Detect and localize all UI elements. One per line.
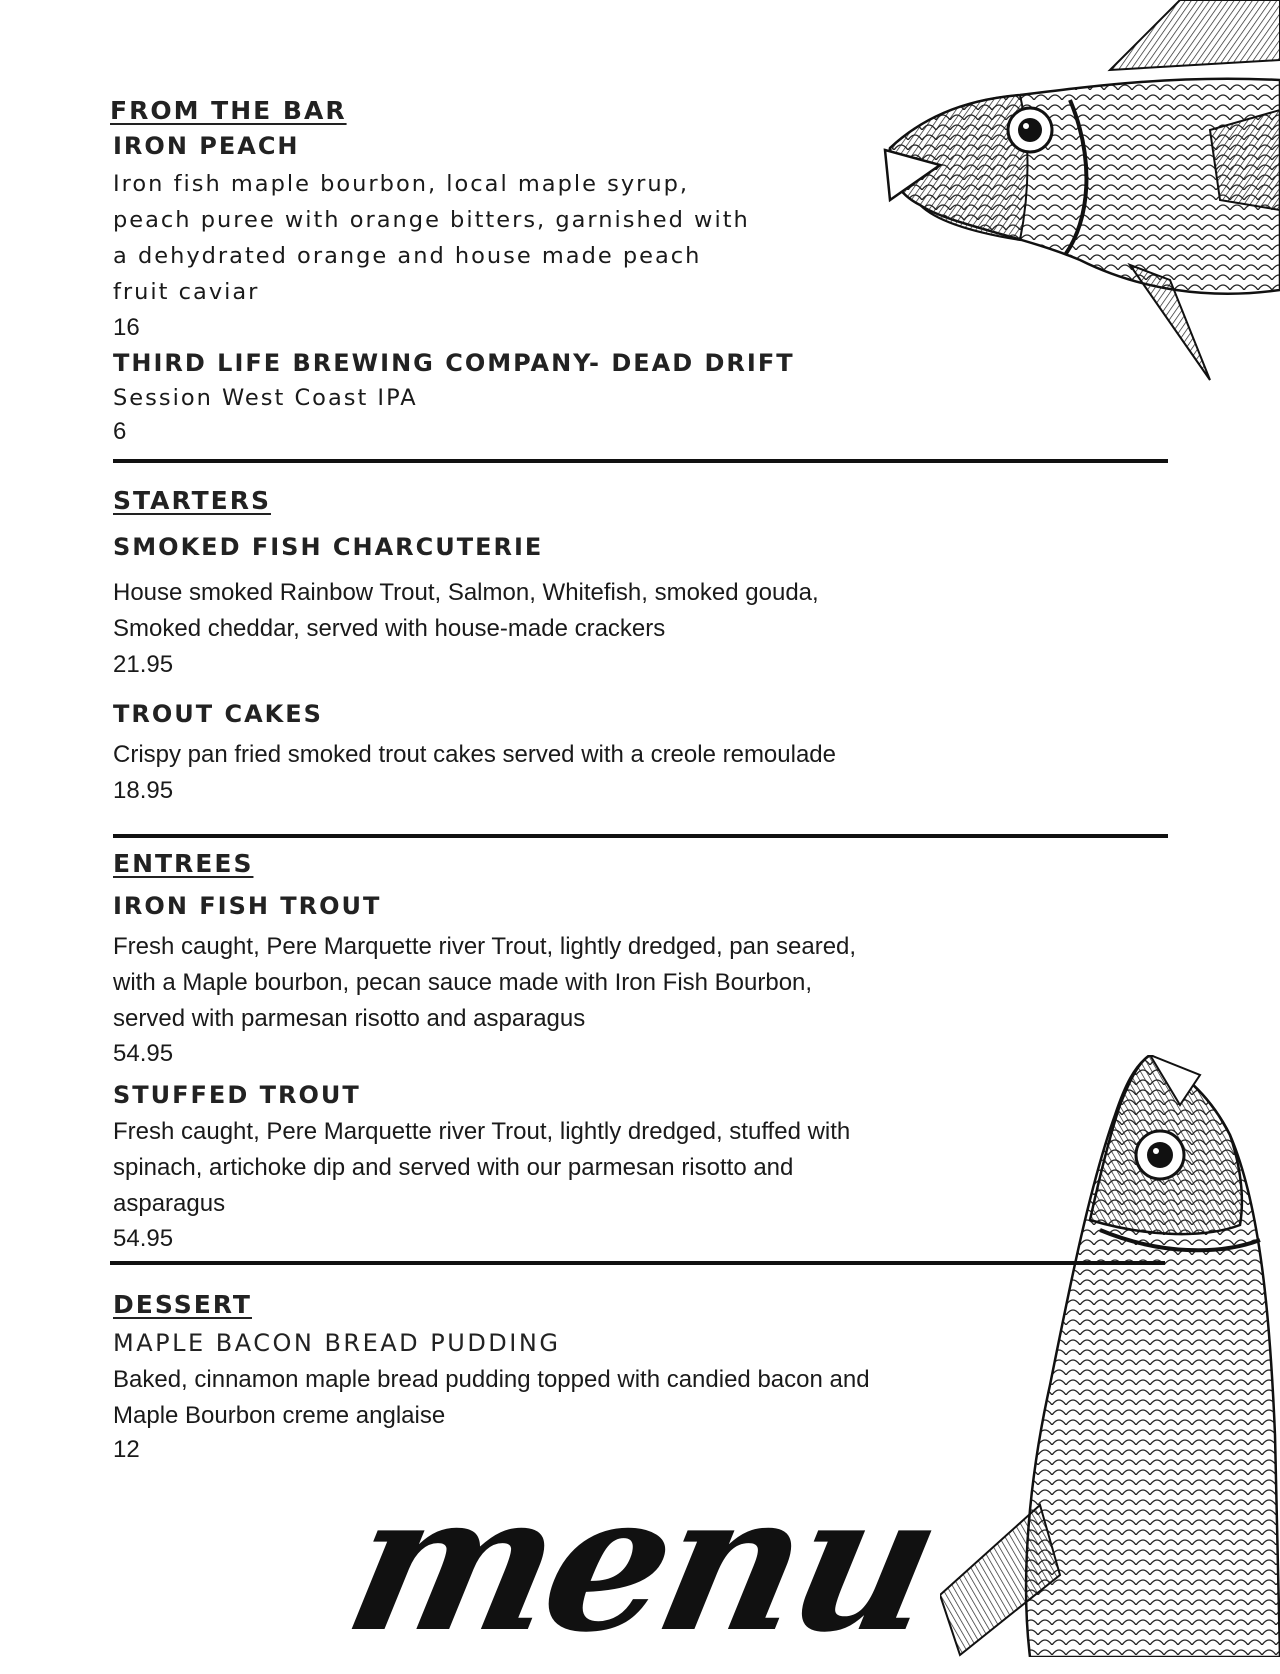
- dessert-item-name: MAPLE BACON BREAD PUDDING: [113, 1329, 561, 1357]
- entree-item-name: STUFFED TROUT: [113, 1081, 361, 1109]
- entree-item-price: 54.95: [113, 1225, 174, 1252]
- bar-item-name: THIRD LIFE BREWING COMPANY- DEAD DRIFT: [113, 349, 795, 377]
- section-heading-starters: STARTERS: [113, 486, 271, 515]
- bar-item-description: Session West Coast IPA: [113, 385, 418, 411]
- dessert-item-description: Baked, cinnamon maple bread pudding topped with candied bacon and Maple Bourbon creme anglaise: [113, 1366, 870, 1429]
- bottom-fish-illustration: [940, 1055, 1280, 1657]
- entree-item-price: 54.95: [113, 1040, 174, 1067]
- bar-item-name: IRON PEACH: [113, 132, 300, 160]
- entree-item-description: Fresh caught, Pere Marquette river Trout, lightly dredged, pan seared, with a Maple bourbon, pecan sauce made with Iron Fish Bourbon, served with parmesan risotto and asparagus: [113, 933, 857, 1032]
- section-heading-entrees: ENTREES: [113, 849, 254, 878]
- starter-item-price: 18.95: [113, 777, 174, 804]
- starter-item-name: TROUT CAKES: [113, 700, 323, 728]
- section-heading-dessert: DESSERT: [113, 1290, 252, 1319]
- section-divider: [110, 1261, 1165, 1265]
- bar-item-description: Iron fish maple bourbon, local maple syrup, peach puree with orange bitters, garnished with a dehydrated orange and house made peach fruit caviar: [113, 171, 750, 305]
- section-divider: [113, 459, 1168, 463]
- dessert-item-price: 12: [113, 1436, 140, 1463]
- entree-item-description: Fresh caught, Pere Marquette river Trout, lightly dredged, stuffed with spinach, artichoke dip and served with our parmesan risotto and asparagus: [113, 1118, 851, 1217]
- starter-item-name: SMOKED FISH CHARCUTERIE: [113, 533, 544, 561]
- bar-item-price: 16: [113, 314, 140, 341]
- entree-item-name: IRON FISH TROUT: [113, 892, 382, 920]
- starter-item-price: 21.95: [113, 651, 174, 678]
- section-divider: [113, 834, 1168, 838]
- top-fish-illustration: [880, 0, 1280, 390]
- section-heading-bar: FROM THE BAR: [110, 96, 347, 125]
- menu-script-title: menu: [331, 1451, 954, 1674]
- starter-item-description: House smoked Rainbow Trout, Salmon, Whitefish, smoked gouda, Smoked cheddar, served with house-made crackers: [113, 579, 819, 642]
- starter-item-description: Crispy pan fried smoked trout cakes served with a creole remoulade: [113, 741, 836, 768]
- bar-item-price: 6: [113, 418, 127, 445]
